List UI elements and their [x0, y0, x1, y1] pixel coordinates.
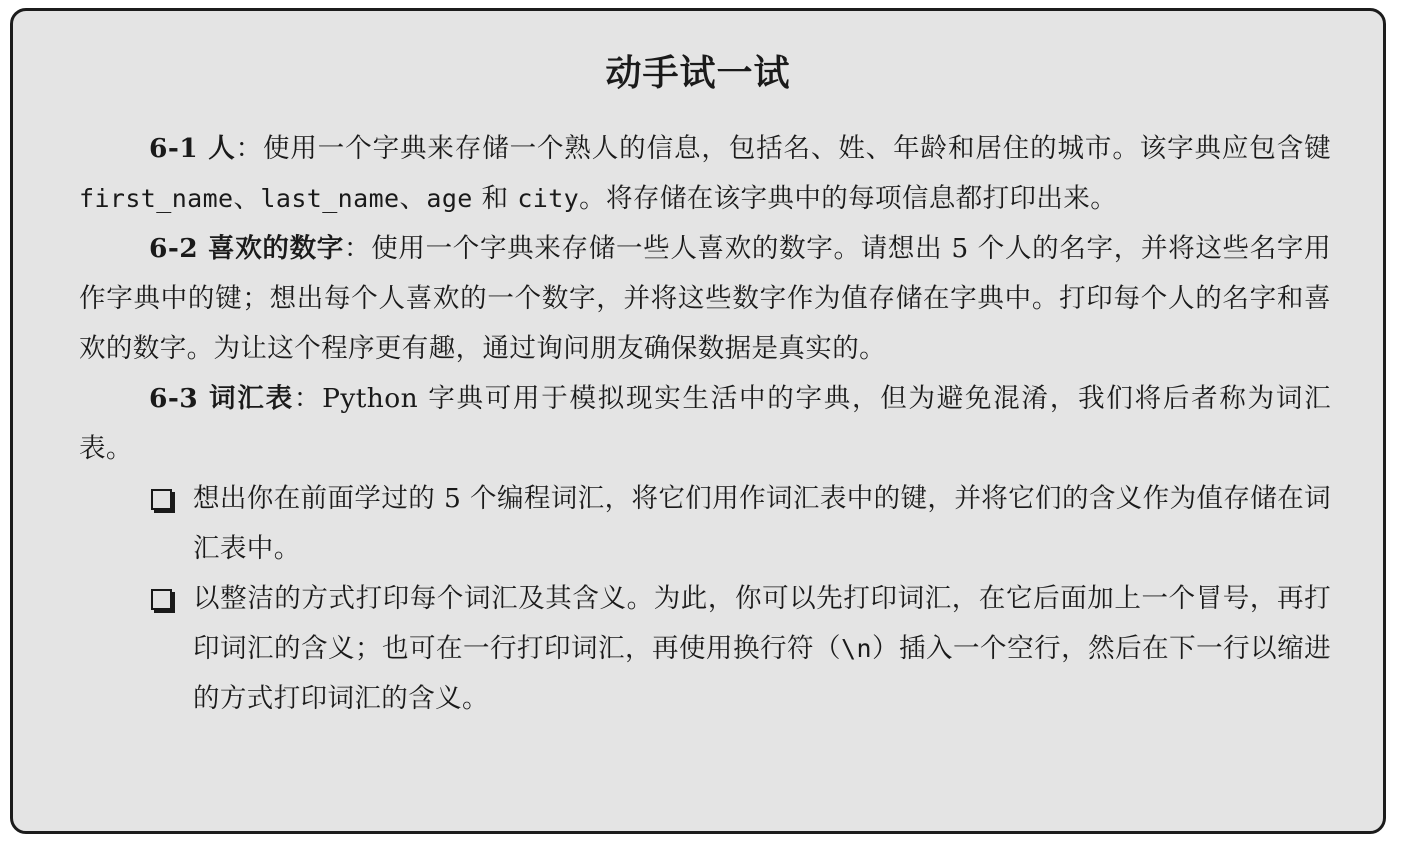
checkbox-icon — [151, 589, 172, 610]
exercise-label: 6-3 词汇表 — [149, 383, 294, 414]
box-title: 动手试一试 — [605, 53, 791, 94]
exercise-6-3-bullets — [79, 474, 1331, 724]
exercise-text: 使用一个字典来存储一个熟人的信息，包括名、姓、年龄和居住的城市。该字典应包含键 — [263, 133, 1331, 164]
exercise-label: 6-1 人 — [149, 133, 236, 164]
exercise-text: Python 字典可用于模拟现实生活中的字典，但为避免混淆，我们将后者称为词汇表。 — [79, 383, 1332, 464]
list-item-text: 以整洁的方式打印每个词汇及其含义。为此，你可以先打印词汇，在它后面加上一个冒号，再打印词汇的含义；也可在一行打印词汇，再使用换行符（ — [193, 583, 1331, 664]
box-content — [79, 124, 1331, 724]
exercise-text: 使用一个字典来存储一些人喜欢的数字。请想出 5 个人的名字，并将这些名字用作字典中的键；想出每个人喜欢的一个数字，并将这些数字作为值存储在字典中。打印每个人的名字和喜欢的数字。为让这个程序更有趣，通过询问朋友确保数据是真实的。 — [79, 233, 1332, 364]
exercise-6-2 — [79, 224, 1331, 374]
exercise-text: 。将存储在该字典中的每项信息都打印出来。 — [579, 183, 1118, 214]
exercise-6-1 — [79, 124, 1331, 224]
exercise-text: 和 — [472, 183, 518, 214]
list-item-text: ）插入一个空行，然后在下一行以缩进的方式打印词汇的含义。 — [193, 633, 1331, 714]
code-key: age — [426, 184, 473, 213]
try-it-yourself-box — [10, 8, 1386, 834]
list-item — [79, 474, 1331, 574]
code-key: city — [517, 184, 580, 213]
code-key: last_name — [260, 184, 400, 213]
code-newline: \n — [841, 634, 872, 663]
exercise-6-3 — [79, 374, 1331, 474]
code-key: first_name — [79, 184, 234, 213]
label-separator: ： — [343, 233, 372, 264]
exercise-label: 6-2 喜欢的数字 — [149, 233, 344, 264]
exercise-text: 、 — [399, 183, 427, 214]
label-separator: ： — [235, 133, 264, 164]
checkbox-icon — [151, 489, 172, 510]
list-item-text: 想出你在前面学过的 5 个编程词汇，将它们用作词汇表中的键，并将它们的含义作为值存储在词汇表中。 — [193, 483, 1331, 564]
exercise-text: 、 — [233, 183, 261, 214]
label-separator: ： — [293, 383, 323, 414]
list-item — [79, 574, 1331, 724]
